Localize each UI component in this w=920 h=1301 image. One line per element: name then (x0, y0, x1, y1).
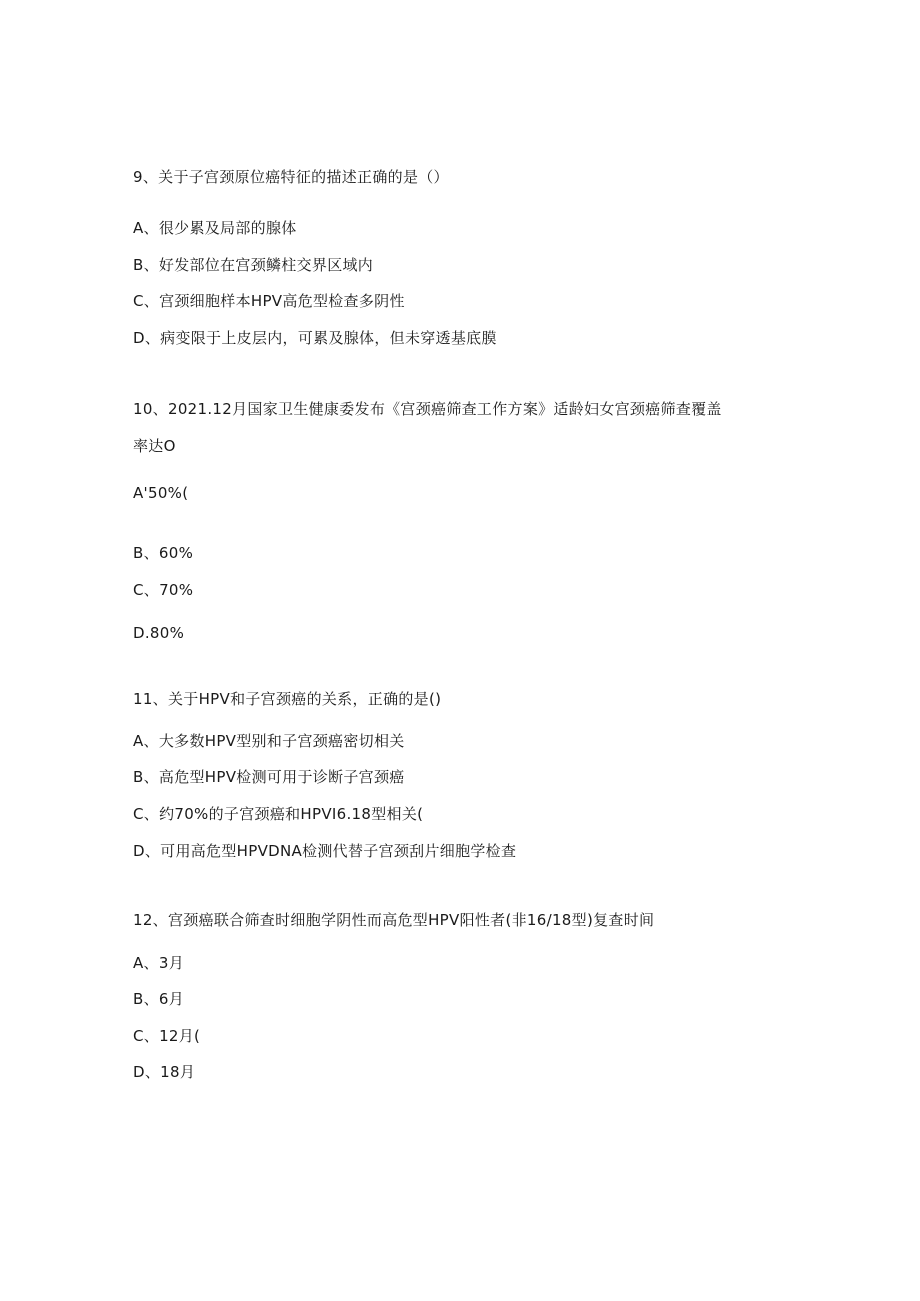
option-d: D、18月 (133, 1063, 196, 1081)
option-c: C、12月( (133, 1027, 201, 1045)
option-d: D.80% (133, 624, 185, 642)
option-b: B、60% (133, 544, 194, 562)
option-c: C、70% (133, 581, 194, 599)
option-d: D、病变限于上皮层内，可累及腺体，但未穿透基底膜 (133, 329, 497, 347)
option-a: A'50%( (133, 484, 189, 502)
option-c: C、宫颈细胞样本HPV高危型检查多阴性 (133, 292, 405, 310)
question-stem: 10、2021.12月国家卫生健康委发布《宫颈癌筛查工作方案》适龄妇女宫颈癌筛查覆盖 (133, 400, 722, 418)
option-c: C、约70%的子宫颈癌和HPVI6.18型相关( (133, 805, 424, 823)
option-b: B、6月 (133, 990, 185, 1008)
question-stem: 9、关于子宫颈原位癌特征的描述正确的是（） (133, 168, 449, 186)
option-b: B、好发部位在宫颈鳞柱交界区域内 (133, 256, 374, 274)
option-a: A、很少累及局部的腺体 (133, 219, 297, 237)
question-stem-continuation: 率达O (133, 437, 176, 455)
question-stem: 12、宫颈癌联合筛查时细胞学阴性而高危型HPV阳性者(非16/18型)复查时间 (133, 911, 655, 929)
option-a: A、3月 (133, 954, 185, 972)
option-a: A、大多数HPV型别和子宫颈癌密切相关 (133, 732, 405, 750)
option-b: B、高危型HPV检测可用于诊断子宫颈癌 (133, 768, 405, 786)
option-d: D、可用高危型HPVDNA检测代替子宫颈刮片细胞学检查 (133, 842, 517, 860)
question-stem: 11、关于HPV和子宫颈癌的关系，正确的是() (133, 690, 442, 708)
